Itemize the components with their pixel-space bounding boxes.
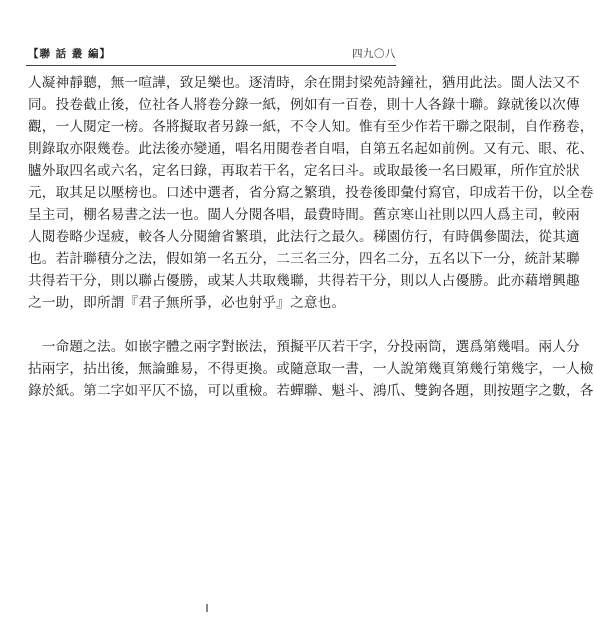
text-line-11: 之一助，即所謂『君子無所爭，必也射乎』之意也。 <box>28 295 346 311</box>
text-line-10: 共得若干分，則以聯占優勝，或某人共取幾聯，共得若干分，則以人占優勝。此亦藉增興趣 <box>28 273 580 289</box>
text-line-1: 人凝神靜聽，無一喧譁，致足樂也。逐清時，余在開封梁苑詩鐘社，猶用此法。閩人法又不 <box>28 75 580 91</box>
book-title: 【聯 話 叢 編】 <box>28 48 111 60</box>
text-line-8: 人閱卷略少逞疲，較各人分閱繪省繁瑣，此法行之最久。稊園仿行，有時偶參閩法，從其適 <box>28 229 580 245</box>
page-bottom-mark <box>206 604 208 612</box>
text-line-13: 拈兩字，拈出後，無論雖易，不得更換。或隨意取一書，一人說第幾頁第幾行第幾字，一人檢 <box>28 361 594 377</box>
body-text <box>28 72 594 612</box>
text-line-4: 則錄取亦限幾卷。此法後亦變通，唱名用閱卷者自唱，自第五名起如前例。又有元、眼、花、 <box>28 141 594 157</box>
blank-line <box>28 314 388 336</box>
text-line-12: 一命題之法。如嵌字體之兩字對嵌法，預擬平仄若干字，分投兩筒，選爲第幾唱。兩人分 <box>28 339 580 355</box>
text-line-3: 觀，一人閱定一榜。各將擬取者另錄一紙，不令人知。惟有至少作若干聯之限制，自作務卷， <box>28 119 594 135</box>
header-rule <box>26 65 396 66</box>
text-line-14: 錄於紙。第二字如平仄不協，可以重檢。若蟬聯、魁斗、鴻爪、雙鉤各題，則按題字之數，各 <box>28 383 594 399</box>
page-number: 四九〇八 <box>352 48 396 60</box>
running-header <box>26 46 396 62</box>
text-line-2: 同。投卷截止後，位社各人將卷分錄一紙，例如有一百卷，則十人各錄十聯。錄就後以次傳 <box>28 97 580 113</box>
text-line-9: 也。若計聯積分之法，假如第一名五分，二三名三分，四名二分，五名以下一分，統計某聯 <box>28 251 580 267</box>
text-line-5: 臚外取四名或六名，定名曰錄，再取若干名，定名曰斗。或取最後一名曰殿軍，所作宜於狀 <box>28 163 580 179</box>
text-line-7: 呈主司，棚名易書之法一也。閩人分閱各唱，最費時間。舊京寒山社則以四人爲主司，較兩 <box>28 207 580 223</box>
text-line-6: 元，取其足以壓榜也。口述中選者，省分寫之繁瑣，投卷後即彙付寫官，印成若干份，以全卷 <box>28 185 594 201</box>
